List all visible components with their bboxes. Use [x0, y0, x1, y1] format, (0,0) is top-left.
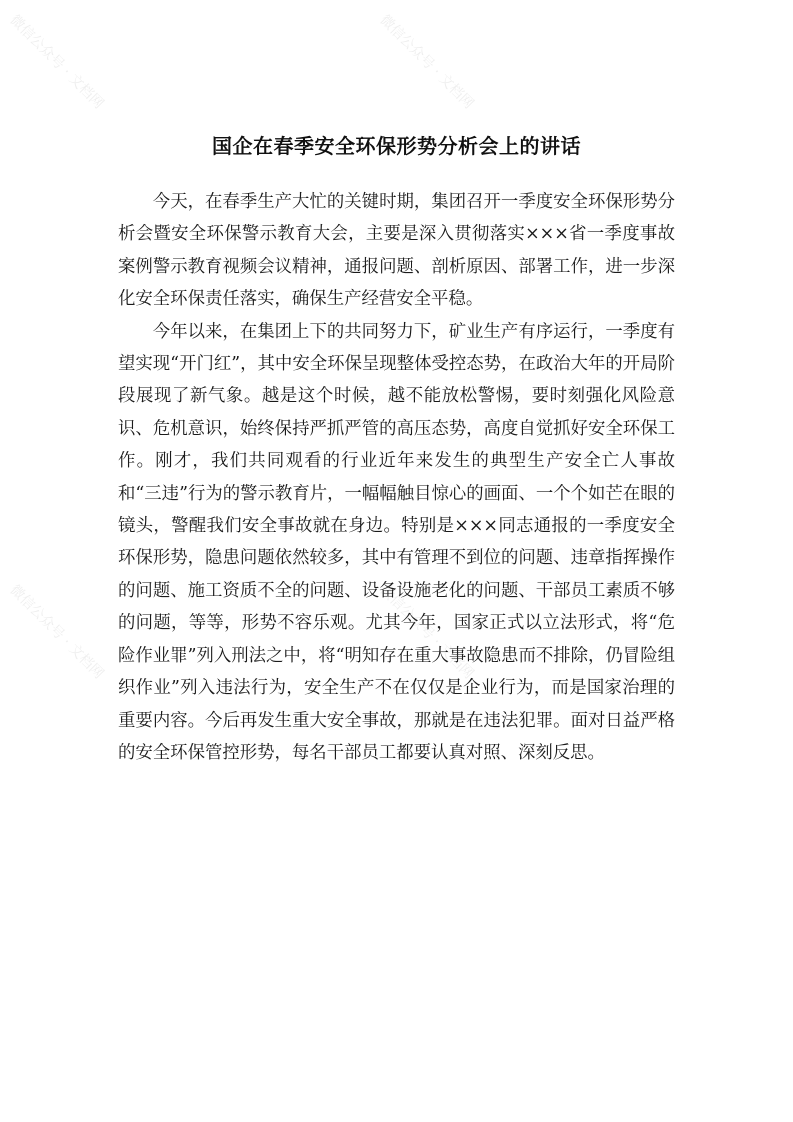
document-body — [118, 186, 675, 769]
watermark-text: 微信公众号 · 文档网 — [6, 582, 107, 683]
paragraph-1: 今天，在春季生产大忙的关键时期，集团召开一季度安全环保形势分析会暨安全环保警示教育大会，主要是深入贯彻落实×××省一季度事故案例警示教育视频会议精神，通报问题、剖析原因、部署工作，进一步深化安全环保责任落实，确保生产经营安全平稳。 — [118, 192, 675, 310]
watermark-text: 微信公众号 · 文档网 — [376, 582, 477, 683]
watermark-text: 微信公众号 · 文档网 — [376, 12, 477, 113]
paragraph-2: 今年以来，在集团上下的共同努力下，矿业生产有序运行，一季度有望实现“开门红”，其中安全环保呈现整体受控态势，在政治大年的开局阶段展现了新气象。越是这个时候，越不能放松警惕，要时刻强化风险意识、危机意识，始终保持严抓严管的高压态势，高度自觉抓好安全环保工作。刚才，我们共同观看的行业近年来发生的典型生产安全亡人事故和“三违”行为的警示教育片，一幅幅触目惊心的画面、一个个如芒在眼的镜头，警醒我们安全事故就在身边。特别是×××同志通报的一季度安全环保形势，隐患问题依然较多，其中有管理不到位的问题、违章指挥操作的问题、施工资质不全的问题、设备设施老化的问题、干部员工素质不够的问题，等等，形势不容乐观。尤其今年，国家正式以立法形式，将“危险作业罪”列入刑法之中，将“明知存在重大事故隐患而不排除，仍冒险组织作业”列入违法行为，安全生产不在仅仅是企业行为，而是国家治理的重要内容。今后再发生重大安全事故，那就是在违法犯罪。面对日益严格的安全环保管控形势，每名干部员工都要认真对照、深刻反思。 — [118, 321, 675, 763]
document-title: 国企在春季安全环保形势分析会上的讲话 — [212, 134, 581, 158]
watermark-text: 微信公众号 · 文档网 — [6, 12, 107, 113]
